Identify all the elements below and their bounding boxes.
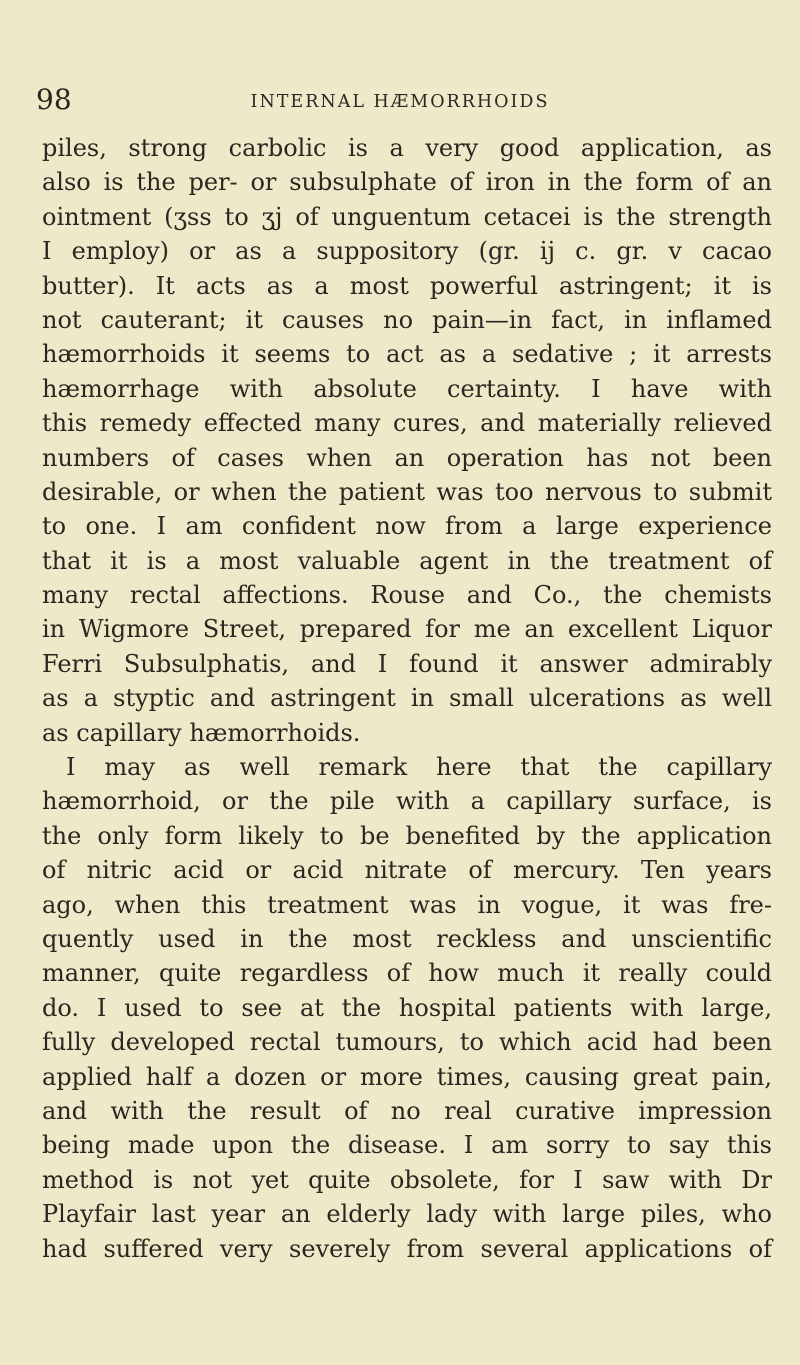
text-line: being made upon the disease. I am sorry to say this	[42, 1131, 772, 1160]
text-line-paragraph-start: I may as well remark here that the capillary	[66, 753, 772, 782]
text-line: as a styptic and astringent in small ulcerations as well	[42, 684, 772, 713]
text-line: many rectal affections. Rouse and Co., the chemists	[42, 581, 772, 610]
text-line: that it is a most valuable agent in the treatment of	[42, 546, 772, 575]
text-line: this remedy effected many cures, and materially relieved	[42, 409, 772, 438]
text-line: hæmorrhoids it seems to act as a sedative ; it arrests	[42, 340, 772, 369]
text-line: manner, quite regardless of how much it really could	[42, 959, 772, 988]
text-line: hæmorrhoid, or the pile with a capillary surface, is	[42, 787, 772, 816]
text-line: I employ) or as a suppository (gr. ij c. gr. v cacao	[42, 237, 772, 266]
body-text	[42, 131, 772, 1266]
text-line: do. I used to see at the hospital patients with large,	[42, 993, 772, 1022]
text-line: hæmorrhage with absolute certainty. I have with	[42, 374, 772, 403]
text-line: numbers of cases when an operation has not been	[42, 443, 772, 472]
text-line: to one. I am confident now from a large experience	[42, 512, 772, 541]
text-line: also is the per- or subsulphate of iron in the form of an	[42, 168, 772, 197]
text-line: fully developed rectal tumours, to which acid had been	[42, 1028, 772, 1057]
text-line: butter). It acts as a most powerful astringent; it is	[42, 271, 772, 300]
running-title: INTERNAL HÆMORRHOIDS	[250, 92, 550, 112]
text-line: of nitric acid or acid nitrate of mercury. Ten years	[42, 856, 772, 885]
text-line: the only form likely to be benefited by the application	[42, 821, 772, 850]
text-line: ointment (ʒss to ʒj of unguentum cetacei is the strength	[42, 202, 772, 231]
text-line: in Wigmore Street, prepared for me an excellent Liquor	[42, 615, 772, 644]
text-line: had suffered very severely from several applications of	[42, 1234, 772, 1263]
text-line: as capillary hæmorrhoids.	[42, 718, 361, 747]
text-line: and with the result of no real curative impression	[42, 1096, 772, 1125]
text-line: applied half a dozen or more times, causing great pain,	[42, 1062, 772, 1091]
text-line: method is not yet quite obsolete, for I saw with Dr	[42, 1165, 772, 1194]
page-number: 98	[36, 83, 72, 116]
text-line: ago, when this treatment was in vogue, it was fre-	[42, 890, 772, 919]
text-line: not cauterant; it causes no pain—in fact, in inflamed	[42, 305, 772, 334]
text-line: Ferri Subsulphatis, and I found it answer admirably	[42, 649, 772, 678]
text-line: desirable, or when the patient was too nervous to submit	[42, 477, 772, 506]
text-line: Playfair last year an elderly lady with large piles, who	[42, 1200, 772, 1229]
text-line: quently used in the most reckless and unscientific	[42, 924, 772, 953]
text-line: piles, strong carbolic is a very good application, as	[42, 134, 772, 162]
